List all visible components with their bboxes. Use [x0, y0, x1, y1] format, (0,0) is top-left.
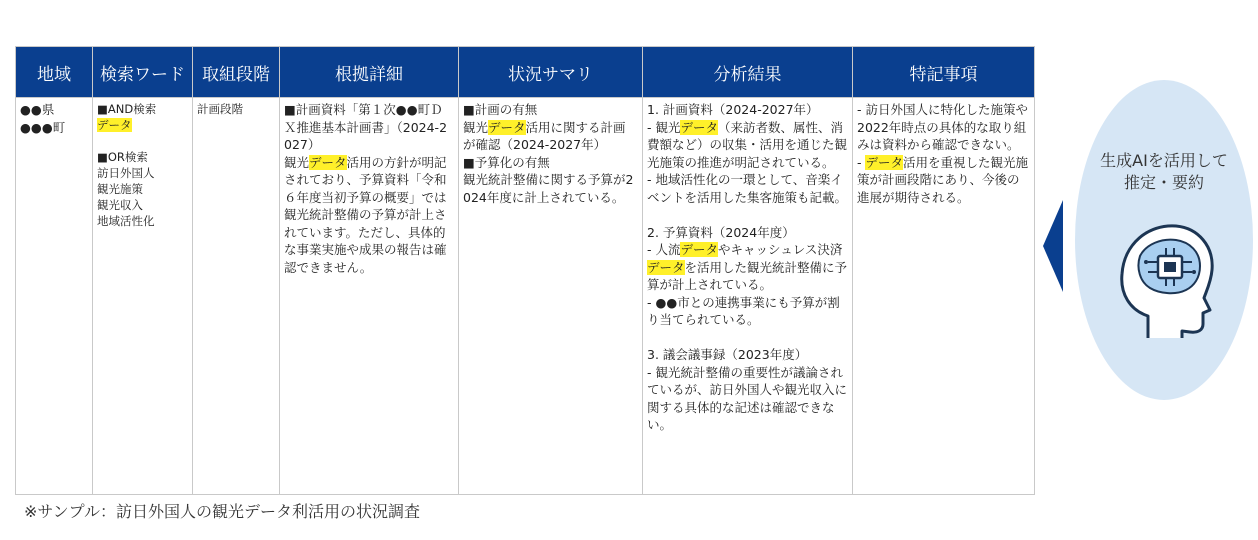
- header-region: 地域: [16, 47, 93, 98]
- text-segment: 計画段階: [197, 102, 243, 116]
- cell-stage: [193, 98, 280, 495]
- ai-panel-text: 生成AIを活用して 推定・要約: [1100, 151, 1228, 192]
- highlighted-keyword: データ: [680, 242, 718, 257]
- highlighted-keyword: データ: [488, 119, 526, 135]
- text-segment: （来訪者数、属性、消費額など）の収集・活用を通じた観光施策の推進が明記されている。 - 地域活性化の一環として、音楽イベントを活用した集客施策も記載。 2. 予算資料（2024年度） - 人流: [647, 119, 848, 257]
- text-segment: 1. 計画資料（2024-2027年） - 観光: [647, 102, 819, 135]
- header-keywords: 検索ワード: [93, 47, 193, 98]
- text-segment: ■計画の有無 観光: [463, 102, 538, 135]
- text-segment: ■AND検索: [97, 102, 157, 116]
- table-header-row: [16, 47, 1035, 98]
- ai-head-chip-icon: [1110, 212, 1220, 342]
- header-remarks: 特記事項: [853, 47, 1035, 98]
- highlighted-keyword: データ: [680, 119, 718, 135]
- text-segment: を活用した観光統計整備に予算が計上されている。 - ●●市との連携事業にも予算が割り当てられている。 3. 議会議事録（2023年度） - 観光統計整備の重要性が議論されているが、訪日外国人や観光収入に関する具体的な記述は確認できない。: [647, 259, 848, 432]
- sample-note: ※サンプル：訪日外国人の観光データ利活用の状況調査: [24, 502, 420, 521]
- highlighted-keyword: データ: [309, 154, 347, 170]
- text-segment: 活用に関する計画が確認（2024-2027年） ■予算化の有無 観光統計整備に関する予算が2024年度に計上されている。: [463, 119, 634, 205]
- cell-summary: [459, 98, 643, 495]
- highlighted-keyword: データ: [865, 154, 903, 170]
- header-basis: 根拠詳細: [280, 47, 459, 98]
- left-arrow-icon: [1043, 200, 1063, 292]
- cell-keywords: [93, 98, 193, 495]
- text-segment: 活用を重視した観光施策が計画段階にあり、今後の進展が期待される。: [857, 154, 1029, 205]
- text-segment: ■OR検索 訪日外国人 観光施策 観光収入 地域活性化: [97, 150, 155, 228]
- text-segment: - 訪日外国人に特化した施策や2022年時点の具体的な取り組みは資料から確認できない。 -: [857, 102, 1028, 170]
- results-table: [15, 46, 1035, 495]
- text-segment: 活用の方針が明記されており、予算資料「令和６年度当初予算の概要」では観光統計整備の予算が計上されています。ただし、具体的な事業実施や成果の報告は確認できません。: [284, 154, 447, 275]
- cell-basis: [280, 98, 459, 495]
- highlighted-keyword: データ: [97, 118, 132, 132]
- text-segment: やキャッシュレス決済: [718, 242, 843, 257]
- header-analysis: 分析結果: [643, 47, 853, 98]
- cell-remarks: [853, 98, 1035, 495]
- text-segment: ●●県 ●●●町: [20, 102, 66, 135]
- table-row: [16, 98, 1035, 495]
- header-summary: 状況サマリ: [459, 47, 643, 98]
- highlighted-keyword: データ: [647, 259, 685, 275]
- header-stage: 取組段階: [193, 47, 280, 98]
- cell-analysis: [643, 98, 853, 495]
- text-segment: ■計画資料「第１次●●町ＤＸ推進基本計画書」（2024-2027） 観光: [284, 102, 448, 170]
- cell-region: [16, 98, 93, 495]
